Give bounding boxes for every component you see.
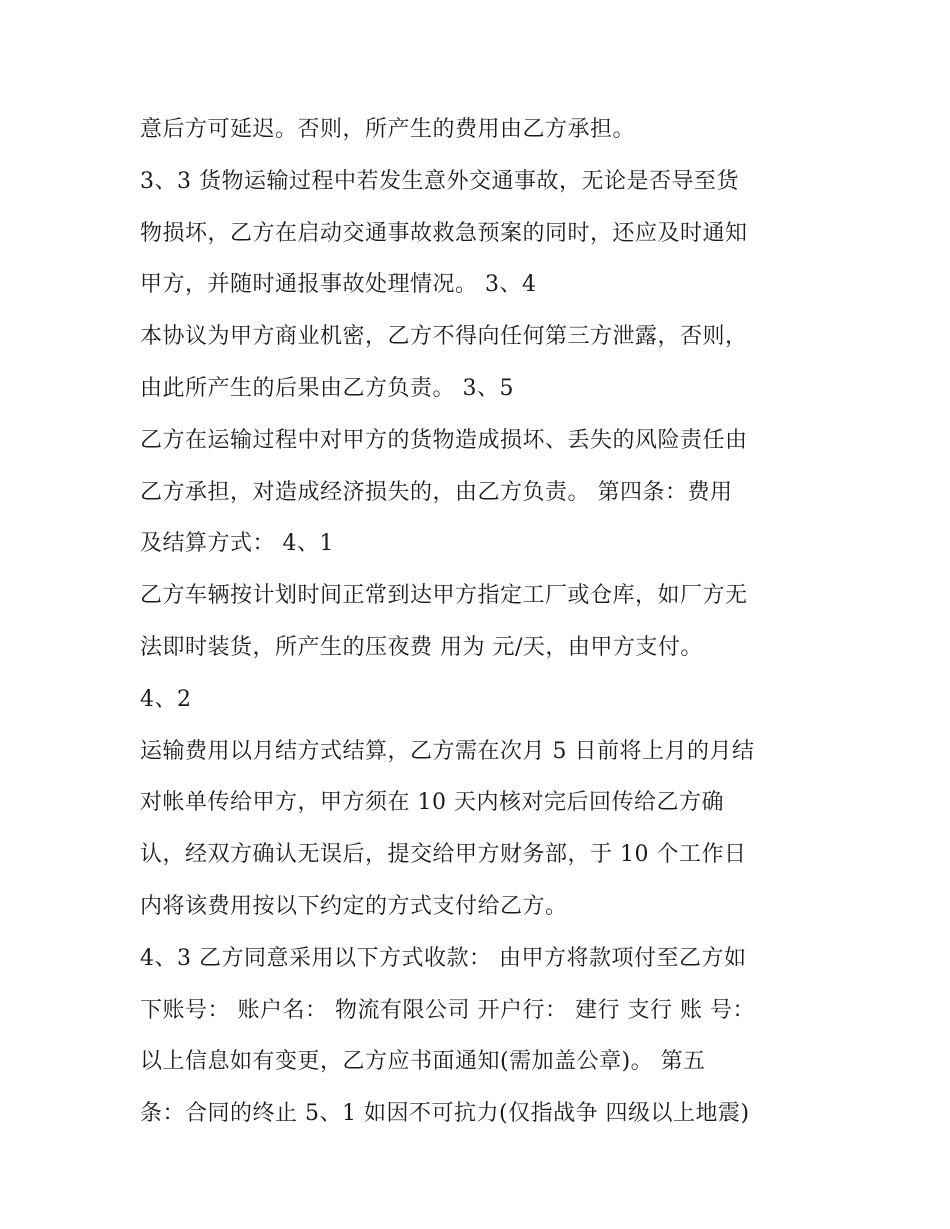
text-line: 3、3 货物运输过程中若发生意外交通事故，无论是否导至货 (140, 168, 739, 194)
text-line: 下账号： 账户名： 物流有限公司 开户行： 建行 支行 账 号： (140, 997, 755, 1023)
text-line: 条：合同的终止 5、1 如因不可抗力(仅指战争 四级以上地震) (140, 1101, 750, 1127)
text-line: 乙方在运输过程中对甲方的货物造成损坏、丢失的风险责任由 (140, 427, 748, 453)
text-line: 对帐单传给甲方，甲方须在 10 天内核对完后回传给乙方确 (140, 790, 724, 816)
text-line: 本协议为甲方商业机密，乙方不得向任何第三方泄露，否则， (140, 324, 748, 350)
text-line: 4、2 (140, 686, 192, 712)
text-line: 及结算方式： 4、1 (140, 531, 334, 557)
contract-text (140, 108, 820, 1144)
text-line: 甲方，并随时通报事故处理情况。 3、4 (140, 272, 537, 298)
text-line: 运输费用以月结方式结算，乙方需在次月 5 日前将上月的月结 (140, 738, 755, 764)
text-line: 由此所产生的后果由乙方负责。 3、5 (140, 375, 514, 401)
text-line: 4、3 乙方同意采用以下方式收款： 由甲方将款项付至乙方如 (140, 945, 747, 971)
text-line: 认，经双方确认无误后，提交给甲方财务部，于 10 个工作日 (140, 842, 747, 868)
text-line: 乙方承担，对造成经济损失的，由乙方负责。 第四条：费用 (140, 479, 733, 505)
text-line: 法即时装货，所产生的压夜费 用为 元/天，由甲方支付。 (140, 634, 703, 660)
text-line: 以上信息如有变更，乙方应书面通知(需加盖公章)。 第五 (140, 1049, 706, 1075)
text-line: 乙方车辆按计划时间正常到达甲方指定工厂或仓库，如厂方无 (140, 583, 748, 609)
text-line: 内将该费用按以下约定的方式支付给乙方。 (140, 893, 568, 919)
text-line: 物损坏，乙方在启动交通事故救急预案的同时，还应及时通知 (140, 220, 748, 246)
text-line: 意后方可延迟。否则，所产生的费用由乙方承担。 (140, 117, 636, 142)
